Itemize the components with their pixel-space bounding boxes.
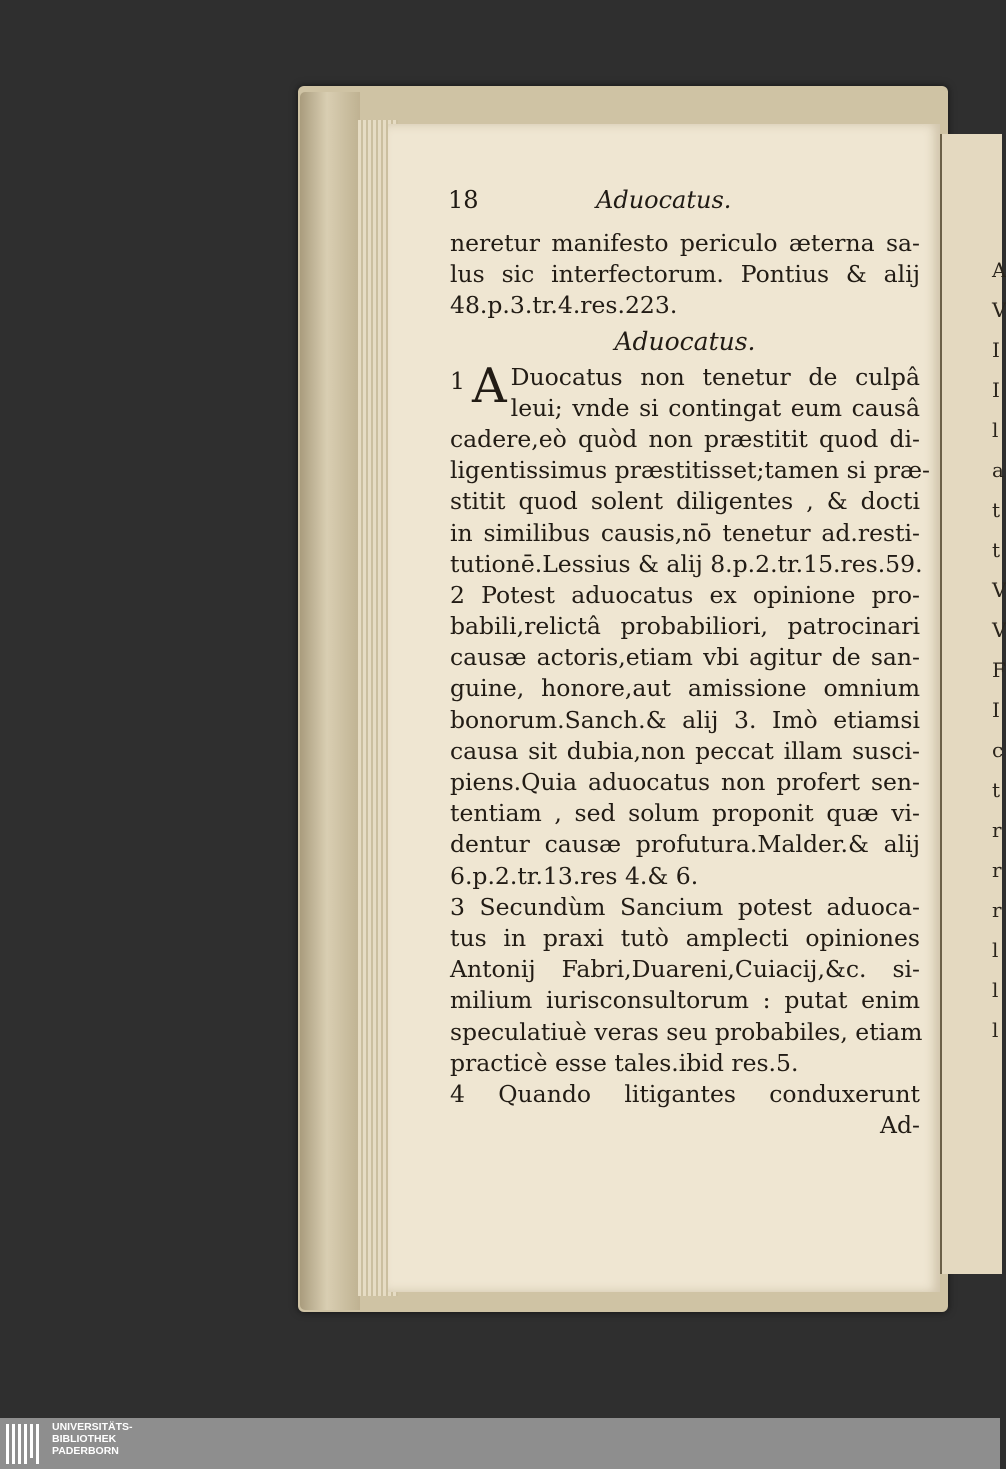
drop-cap: A [472,357,507,414]
text-line: Antonij Fabri,Duareni,Cuiacij,&c. si- [450,955,920,984]
text-line: ligentissimus præstitisset;tamen si præ- [450,456,930,485]
facing-page-letter: V [992,618,1006,642]
facing-page-letter: a [992,458,1004,482]
facing-page-letter: r [992,858,1002,882]
facing-page-letter: r [992,818,1002,842]
text-line: practicè esse tales.ibid res.5. [450,1048,799,1077]
library-logo-icon [4,1424,44,1464]
text-line: cadere,eò quòd non præstitit quod di- [450,424,920,453]
library-name [52,1421,133,1457]
facing-page-letter: t [992,778,1001,802]
text-line: milium iurisconsultorum : putat enim [450,986,920,1015]
facing-page-letter: I [992,338,1000,362]
facing-page-letter: F [992,658,1006,682]
paragraph-number: 1 [450,366,465,395]
facing-page-letter: l [992,1018,999,1042]
facing-page-letter: l [992,938,999,962]
facing-page-letter: l [992,418,999,442]
text-line: guine, honore,aut amissione omnium [450,674,920,703]
facing-page-letter: c [992,738,1004,762]
text-line: lus sic interfectorum. Pontius & alij [450,260,920,289]
library-name-line: PADERBORN [52,1445,119,1457]
text-line: causa sit dubia,non peccat illam susci- [450,736,920,765]
footer-bar [0,1418,1000,1469]
text-line: 2 Potest aduocatus ex opinione pro- [450,580,920,609]
text-line: in similibus causis,nō tenetur ad.resti- [450,518,920,547]
facing-page-letter: t [992,538,1001,562]
facing-page-letter: r [992,898,1002,922]
text-line: 4 Quando litigantes conduxerunt [450,1079,920,1108]
paragraph-1 [450,357,930,580]
facing-page-letter: A [992,258,1006,282]
text-line: tentiam , sed solum proponit quæ vi- [450,799,920,828]
facing-page-letter: l [992,978,999,1002]
text-line: neretur manifesto periculo æterna sa- [450,229,920,257]
facing-page-letter: I [992,378,1000,402]
running-title: Aduocatus. [596,186,732,214]
library-name-line: BIBLIOTHEK [52,1433,117,1445]
page-header [448,186,928,222]
text-line: Duocatus non tenetur de culpâ [510,362,920,391]
book-spine [300,92,360,1310]
text-line: 6.p.2.tr.13.res 4.& 6. [450,861,699,890]
paragraph-2 [450,580,920,892]
text-line: 48.p.3.tr.4.res.223. [450,291,678,320]
page-text [450,228,930,1141]
paragraph-4 [450,1079,920,1110]
text-line: speculatiuè veras seu probabiles, etiam [450,1017,923,1046]
text-line: 3 Secundùm Sancium potest aduoca- [450,892,920,921]
facing-page-letter: t [992,498,1001,522]
library-name-line: UNIVERSITÄTS- [52,1421,133,1433]
paragraph-3 [450,892,923,1079]
text-line: tutionē.Lessius & alij 8.p.2.tr.15.res.59. [450,549,923,578]
text-line: tus in praxi tutò amplecti opiniones [450,923,920,952]
catchword: Ad- [880,1111,920,1140]
facing-page-letter: V [992,578,1006,602]
text-line: babili,relictâ probabiliori, patrocinari [450,612,920,641]
text-line: causæ actoris,etiam vbi agitur de san- [450,643,920,672]
text-line: dentur causæ profutura.Malder.& alij [450,830,920,859]
text-line: bonorum.Sanch.& alij 3. Imò etiamsi [450,705,920,734]
text-line: stitit quod solent diligentes , & docti [450,487,920,516]
section-heading: Aduocatus. [614,326,756,356]
facing-page-letter: V [992,298,1006,322]
text-line: leui; vnde si contingat eum causâ [510,393,920,422]
page-number: 18 [448,186,479,214]
text-line: piens.Quia aduocatus non profert sen- [450,768,920,796]
facing-page-letter: I [992,698,1000,722]
